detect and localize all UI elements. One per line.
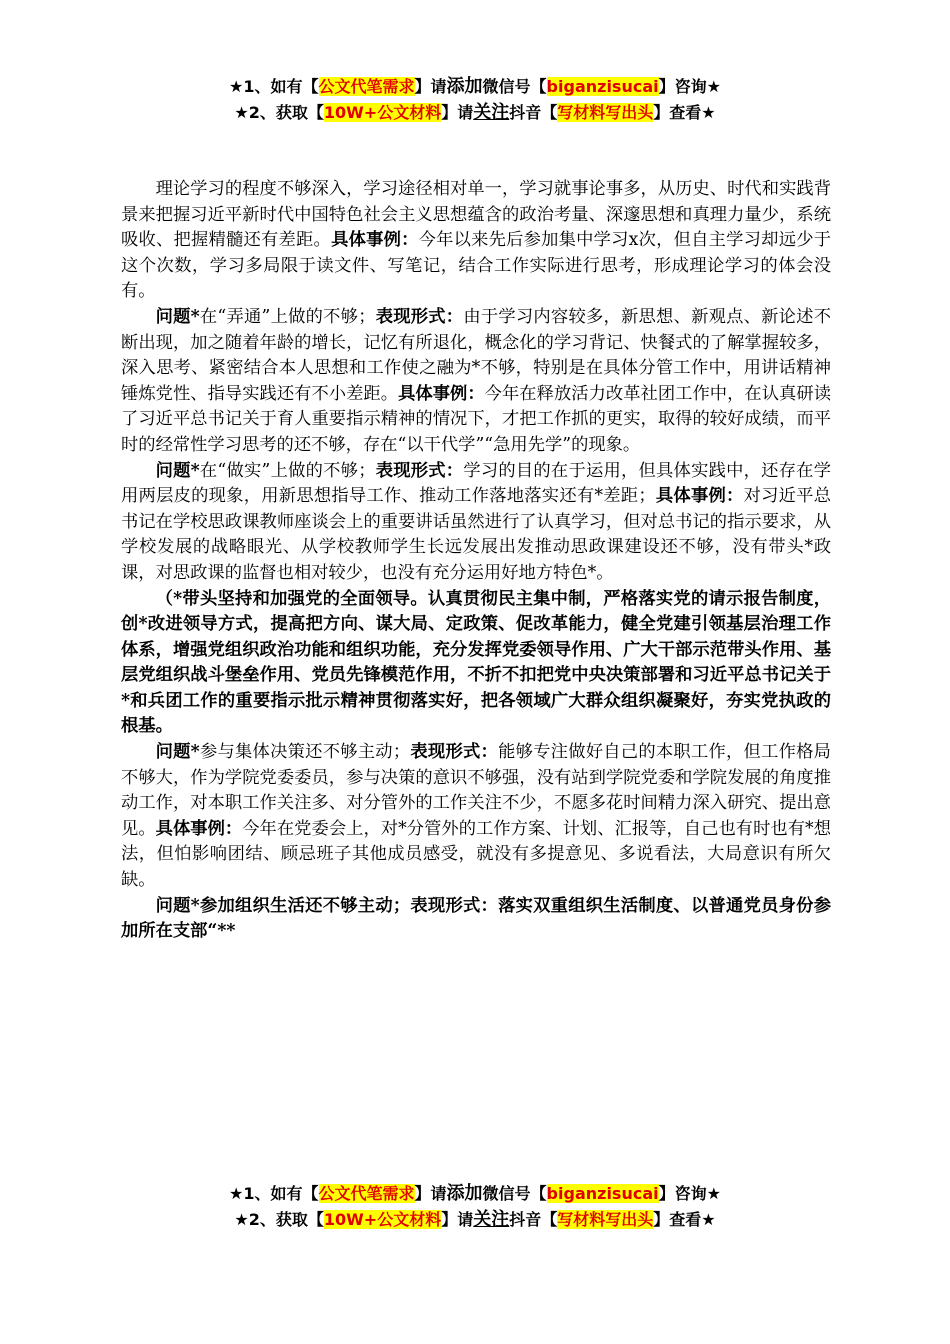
paragraph-3 [121, 459, 831, 587]
header-banner [0, 74, 950, 126]
bold-text: （*带头坚持和加强党的全面领导。认真贯彻民主集中制，严格落实党的请示报告制度，创*改进领导方式，提高把方向、谋大局、定政策、促改革能力，健全党建引领基层治理工作体系，增强党组织政治功能和组织功能，充分发挥党委领导作用、广大干部示范带头作用、基层党组织战斗堡垒作用、党员先锋模范作用，不折不扣把党中央决策部署和习近平总书记关于*和兵团工作的重要指示批示精神贯彻落实好，把各领域广大群众组织凝聚好，夯实党执政的根基。 [121, 588, 831, 737]
footer-banner [0, 1181, 950, 1233]
paragraph-5 [121, 740, 831, 894]
banner-text-large: 添加 [446, 1183, 483, 1204]
text: 今年在释放活力改革社团工作中，在认真研读了习近平总书记关于育人重要指示精神的情况下，才把工作抓的更实，取得的较好成绩，而平时的经常性学习思考的还不够，存在“以干代学”“急用先学”的现象。 [121, 383, 831, 455]
banner-text: 微信号【 [482, 77, 547, 96]
banner-text-large: 关注 [473, 1209, 510, 1230]
text: 由于学习内容较多，新思想、新观点、新论述不断出现，加之随着年龄的增长，记忆有所退化，概念化的学习背记、快餐式的了解掌握较多，深入思考、紧密结合本人思想和工作使之融为*不够，特别是在具体分管工作中，用讲话精神锤炼党性、指导实践还有不小差距。 [121, 306, 831, 404]
banner-text-large: 添加 [446, 76, 483, 97]
text: 今年在党委会上，对*分管外的工作方案、计划、汇报等，自己也有时也有*想法，但怕影响团结、顾忌班子其他成员感受，就没有多提意见、多说看法，大局意识有所欠缺。 [121, 818, 831, 891]
bold-label: 具体事例： [331, 230, 419, 251]
banner-text: 】咨询★ [658, 77, 721, 96]
bold-label: 具体事例： [155, 818, 243, 839]
text: 理论学习的程度不够深入，学习途径相对单一，学习就事论事多，从历史、时代和实践背景来把握习近平新时代中国特色社会主义思想蕴含的政治考量、深邃思想和真理力量少，系统吸收、把握精髓还有差距。 [121, 179, 831, 251]
highlight-materials: 10W+公文材料 [323, 1210, 442, 1229]
banner-line-1 [0, 1181, 950, 1207]
highlight-wechat-id: biganzisucai [546, 1184, 659, 1203]
bold-label: 问题* [155, 306, 200, 327]
banner-text: 1、如有【 [243, 1184, 319, 1203]
bold-label: 具体事例： [398, 383, 485, 404]
highlight-douyin: 写材料写出头 [557, 1210, 654, 1229]
document-body [121, 177, 831, 945]
banner-text: 】咨询★ [658, 1184, 721, 1203]
highlight-douyin: 写材料写出头 [557, 103, 654, 122]
text: 今年以来先后参加集中学习x次，但自主学习却远少于这个次数，学习多局限于读文件、写笔记，结合工作实际进行思考，形成理论学习的体会没有。 [121, 230, 831, 302]
highlight-service: 公文代笔需求 [318, 1184, 415, 1203]
banner-text: 2、获取【 [248, 103, 324, 122]
bold-label: 表现形式： [375, 460, 464, 481]
text: 参与集体决策还不够主动； [199, 742, 411, 763]
bold-label: 问题* [155, 460, 200, 481]
banner-text: 微信号【 [482, 1184, 547, 1203]
highlight-wechat-id: biganzisucai [546, 77, 659, 96]
banner-text: 抖音【 [509, 1210, 558, 1229]
highlight-materials: 10W+公文材料 [323, 103, 442, 122]
bold-label: 表现形式： [410, 742, 499, 763]
banner-text: 】请 [441, 1210, 474, 1229]
highlight-service: 公文代笔需求 [318, 77, 415, 96]
paragraph-2 [121, 305, 831, 459]
text: 在“做实”上做的不够； [199, 460, 376, 481]
text: 在“弄通”上做的不够； [199, 306, 376, 327]
star-icon: ★ [229, 1184, 244, 1203]
star-icon: ★ [234, 103, 249, 122]
banner-text: 抖音【 [509, 103, 558, 122]
star-icon: ★ [229, 77, 244, 96]
bold-text: 问题*参加组织生活还不够主动；表现形式：落实双重组织生活制度、以普通党员身份参加所在支部“** [121, 895, 831, 942]
banner-text: 】查看★ [653, 1210, 716, 1229]
banner-line-2 [0, 1207, 950, 1233]
paragraph-4 [121, 587, 831, 741]
banner-line-2 [0, 100, 950, 126]
banner-text: 1、如有【 [243, 77, 319, 96]
text: 学习的目的在于运用，但具体实践中，还存在学用两层皮的现象，用新思想指导工作、推动工作落地落实还有*差距； [121, 460, 831, 507]
bold-label: 表现形式： [375, 306, 464, 327]
banner-text: 】请 [414, 77, 447, 96]
bold-label: 具体事例： [655, 486, 744, 507]
bold-label: 问题* [155, 742, 200, 763]
banner-text: 】查看★ [653, 103, 716, 122]
paragraph-1 [121, 177, 831, 305]
banner-text-large: 关注 [473, 102, 510, 123]
star-icon: ★ [234, 1210, 249, 1229]
text: 对习近平总书记在学校思政课教师座谈会上的重要讲话虽然进行了认真学习，但对总书记的指示要求，从学校发展的战略眼光、从学校教师学生长远发展出发推动思政课建设还不够，没有带头*政课，对思政课的监督也相对较少，也没有充分运用好地方特色*。 [121, 486, 831, 583]
banner-text: 】请 [414, 1184, 447, 1203]
banner-text: 2、获取【 [248, 1210, 324, 1229]
banner-text: 】请 [441, 103, 474, 122]
text: 能够专注做好自己的本职工作，但工作格局不够大，作为学院党委委员，参与决策的意识不够强，没有站到学院党委和学院发展的角度推动工作，对本职工作关注多、对分管外的工作关注不少，不愿多花时间精力深入研究、提出意见。 [121, 742, 831, 839]
paragraph-6 [121, 894, 831, 945]
banner-line-1 [0, 74, 950, 100]
